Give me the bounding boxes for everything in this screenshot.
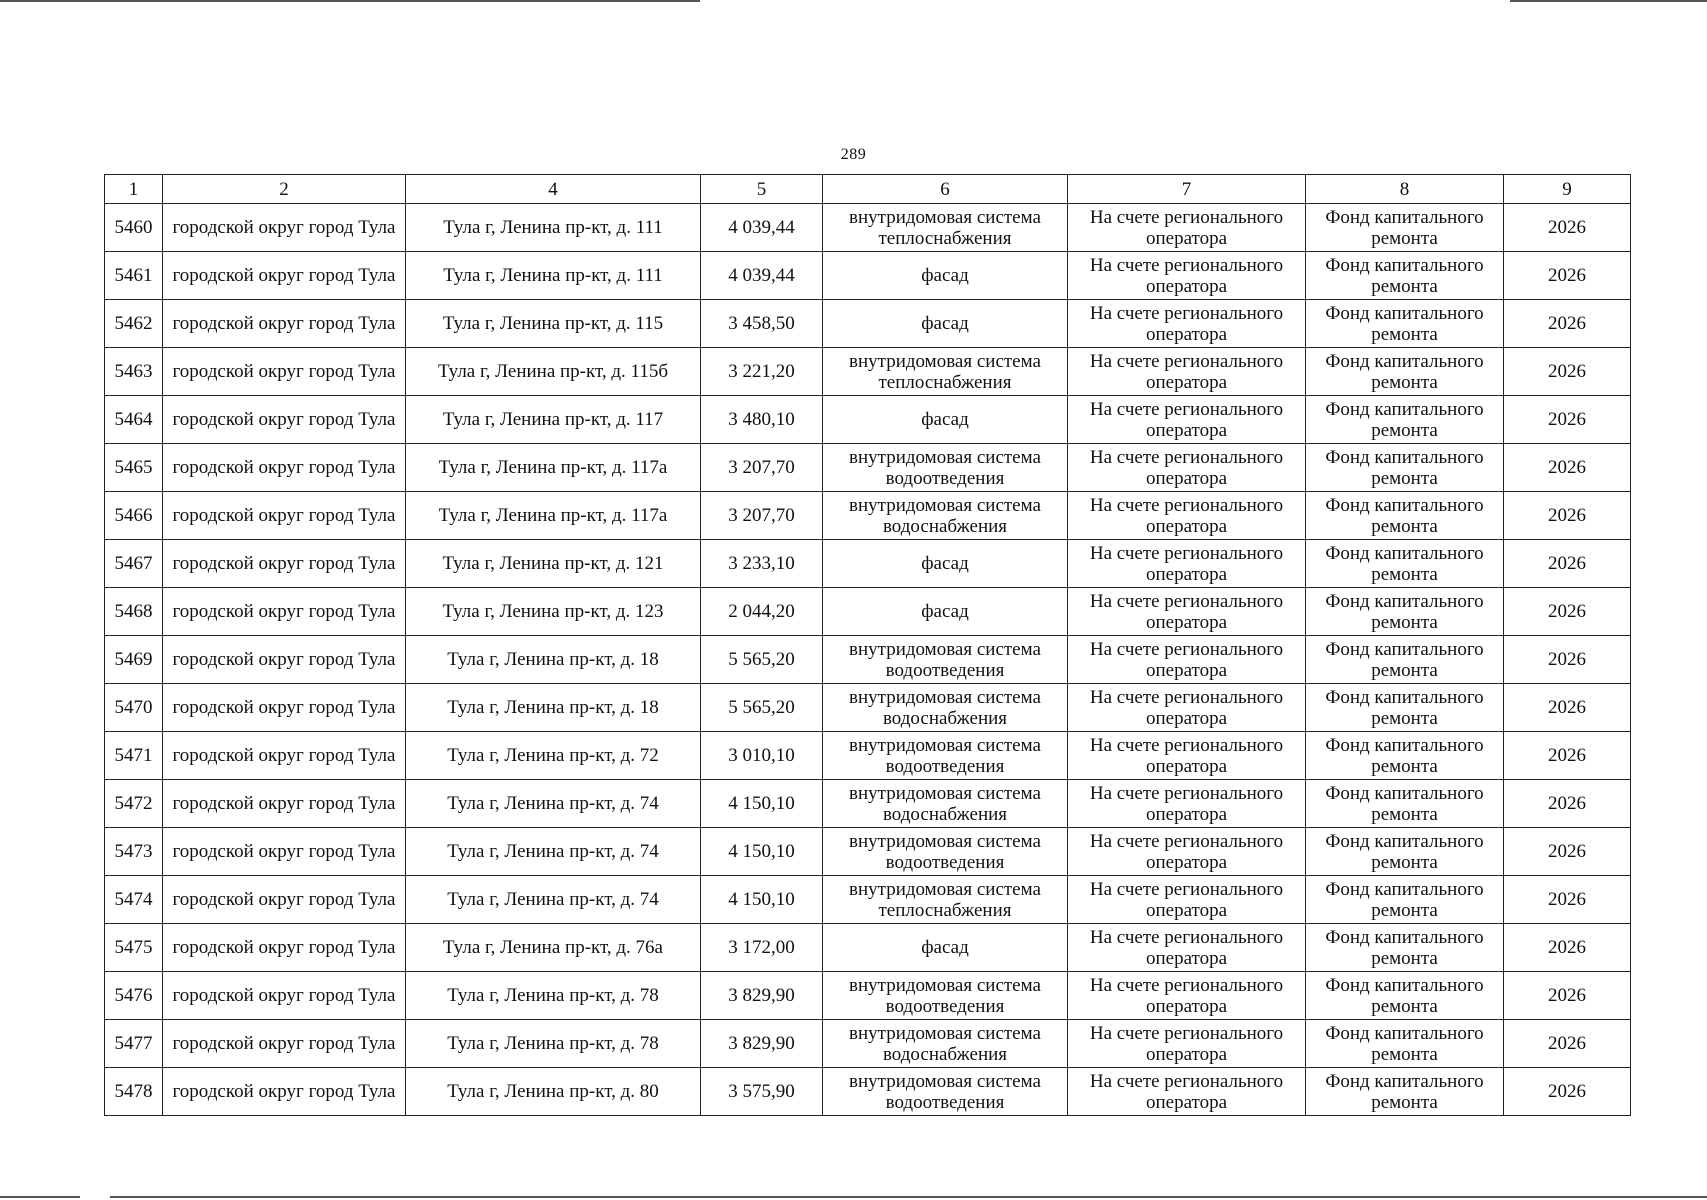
address-cell: Тула г, Ленина пр-кт, д. 72 <box>406 732 701 780</box>
work-type-cell: внутридомовая система водоснабжения <box>823 684 1068 732</box>
year-cell: 2026 <box>1504 876 1631 924</box>
row-number-cell: 5478 <box>105 1068 163 1116</box>
address-cell: Тула г, Ленина пр-кт, д. 115 <box>406 300 701 348</box>
area-cell: 3 221,20 <box>701 348 823 396</box>
fund-account-cell: На счете регионального оператора <box>1068 780 1306 828</box>
municipality-cell: городской округ город Тула <box>163 684 406 732</box>
work-type-cell: внутридомовая система теплоснабжения <box>823 876 1068 924</box>
fund-account-cell: На счете регионального оператора <box>1068 348 1306 396</box>
funding-source-cell: Фонд капитального ремонта <box>1306 780 1504 828</box>
row-number-cell: 5465 <box>105 444 163 492</box>
work-type-cell: внутридомовая система водоотведения <box>823 732 1068 780</box>
funding-source-cell: Фонд капитального ремонта <box>1306 444 1504 492</box>
municipality-cell: городской округ город Тула <box>163 1020 406 1068</box>
fund-account-cell: На счете регионального оператора <box>1068 636 1306 684</box>
table-row <box>105 300 1631 348</box>
work-type-cell: внутридомовая система водоснабжения <box>823 492 1068 540</box>
row-number-cell: 5472 <box>105 780 163 828</box>
year-cell: 2026 <box>1504 972 1631 1020</box>
table-row <box>105 444 1631 492</box>
row-number-cell: 5469 <box>105 636 163 684</box>
table-row <box>105 540 1631 588</box>
fund-account-cell: На счете регионального оператора <box>1068 204 1306 252</box>
municipality-cell: городской округ город Тула <box>163 204 406 252</box>
table-row <box>105 684 1631 732</box>
table-row <box>105 876 1631 924</box>
address-cell: Тула г, Ленина пр-кт, д. 80 <box>406 1068 701 1116</box>
address-cell: Тула г, Ленина пр-кт, д. 18 <box>406 636 701 684</box>
fund-account-cell: На счете регионального оператора <box>1068 252 1306 300</box>
municipality-cell: городской округ город Тула <box>163 1068 406 1116</box>
table-row <box>105 348 1631 396</box>
fund-account-cell: На счете регионального оператора <box>1068 396 1306 444</box>
scan-line-top-right <box>1510 0 1707 2</box>
fund-account-cell: На счете регионального оператора <box>1068 444 1306 492</box>
table-row <box>105 972 1631 1020</box>
table-row <box>105 492 1631 540</box>
area-cell: 3 010,10 <box>701 732 823 780</box>
funding-source-cell: Фонд капитального ремонта <box>1306 204 1504 252</box>
area-cell: 4 150,10 <box>701 828 823 876</box>
area-cell: 4 039,44 <box>701 204 823 252</box>
table-header-row <box>105 175 1631 204</box>
municipality-cell: городской округ город Тула <box>163 444 406 492</box>
scan-line-top-left <box>0 0 700 2</box>
work-type-cell: внутридомовая система водоснабжения <box>823 780 1068 828</box>
year-cell: 2026 <box>1504 828 1631 876</box>
address-cell: Тула г, Ленина пр-кт, д. 123 <box>406 588 701 636</box>
year-cell: 2026 <box>1504 300 1631 348</box>
row-number-cell: 5477 <box>105 1020 163 1068</box>
year-cell: 2026 <box>1504 1020 1631 1068</box>
work-type-cell: внутридомовая система водоотведения <box>823 828 1068 876</box>
work-type-cell: внутридомовая система водоотведения <box>823 1068 1068 1116</box>
fund-account-cell: На счете регионального оператора <box>1068 732 1306 780</box>
funding-source-cell: Фонд капитального ремонта <box>1306 348 1504 396</box>
address-cell: Тула г, Ленина пр-кт, д. 18 <box>406 684 701 732</box>
municipality-cell: городской округ город Тула <box>163 780 406 828</box>
fund-account-cell: На счете регионального оператора <box>1068 300 1306 348</box>
table-row <box>105 780 1631 828</box>
capital-repair-table <box>104 174 1631 1116</box>
address-cell: Тула г, Ленина пр-кт, д. 111 <box>406 204 701 252</box>
table-row <box>105 828 1631 876</box>
funding-source-cell: Фонд капитального ремонта <box>1306 1068 1504 1116</box>
municipality-cell: городской округ город Тула <box>163 300 406 348</box>
table-row <box>105 1068 1631 1116</box>
work-type-cell: внутридомовая система водоотведения <box>823 444 1068 492</box>
row-number-cell: 5468 <box>105 588 163 636</box>
fund-account-cell: На счете регионального оператора <box>1068 588 1306 636</box>
area-cell: 3 458,50 <box>701 300 823 348</box>
address-cell: Тула г, Ленина пр-кт, д. 117а <box>406 444 701 492</box>
funding-source-cell: Фонд капитального ремонта <box>1306 300 1504 348</box>
address-cell: Тула г, Ленина пр-кт, д. 78 <box>406 972 701 1020</box>
municipality-cell: городской округ город Тула <box>163 396 406 444</box>
work-type-cell: внутридомовая система водоотведения <box>823 972 1068 1020</box>
table-row <box>105 204 1631 252</box>
funding-source-cell: Фонд капитального ремонта <box>1306 732 1504 780</box>
work-type-cell: внутридомовая система водоснабжения <box>823 1020 1068 1068</box>
funding-source-cell: Фонд капитального ремонта <box>1306 828 1504 876</box>
table-body <box>105 204 1631 1116</box>
fund-account-cell: На счете регионального оператора <box>1068 684 1306 732</box>
fund-account-cell: На счете регионального оператора <box>1068 876 1306 924</box>
table-row <box>105 588 1631 636</box>
year-cell: 2026 <box>1504 348 1631 396</box>
municipality-cell: городской округ город Тула <box>163 348 406 396</box>
funding-source-cell: Фонд капитального ремонта <box>1306 540 1504 588</box>
address-cell: Тула г, Ленина пр-кт, д. 76а <box>406 924 701 972</box>
work-type-cell: фасад <box>823 540 1068 588</box>
fund-account-cell: На счете регионального оператора <box>1068 972 1306 1020</box>
funding-source-cell: Фонд капитального ремонта <box>1306 876 1504 924</box>
year-cell: 2026 <box>1504 252 1631 300</box>
column-header: 4 <box>406 175 701 204</box>
scan-line-bottom-left <box>0 1196 80 1198</box>
row-number-cell: 5466 <box>105 492 163 540</box>
area-cell: 3 575,90 <box>701 1068 823 1116</box>
funding-source-cell: Фонд капитального ремонта <box>1306 492 1504 540</box>
municipality-cell: городской округ город Тула <box>163 252 406 300</box>
municipality-cell: городской округ город Тула <box>163 972 406 1020</box>
address-cell: Тула г, Ленина пр-кт, д. 74 <box>406 876 701 924</box>
scan-line-bottom-right <box>110 1196 1707 1198</box>
year-cell: 2026 <box>1504 732 1631 780</box>
funding-source-cell: Фонд капитального ремонта <box>1306 252 1504 300</box>
column-header: 7 <box>1068 175 1306 204</box>
work-type-cell: внутридомовая система теплоснабжения <box>823 204 1068 252</box>
work-type-cell: внутридомовая система теплоснабжения <box>823 348 1068 396</box>
work-type-cell: фасад <box>823 300 1068 348</box>
address-cell: Тула г, Ленина пр-кт, д. 115б <box>406 348 701 396</box>
fund-account-cell: На счете регионального оператора <box>1068 828 1306 876</box>
row-number-cell: 5475 <box>105 924 163 972</box>
municipality-cell: городской округ город Тула <box>163 492 406 540</box>
row-number-cell: 5467 <box>105 540 163 588</box>
row-number-cell: 5476 <box>105 972 163 1020</box>
year-cell: 2026 <box>1504 684 1631 732</box>
address-cell: Тула г, Ленина пр-кт, д. 121 <box>406 540 701 588</box>
area-cell: 3 829,90 <box>701 972 823 1020</box>
year-cell: 2026 <box>1504 204 1631 252</box>
municipality-cell: городской округ город Тула <box>163 588 406 636</box>
area-cell: 3 233,10 <box>701 540 823 588</box>
row-number-cell: 5461 <box>105 252 163 300</box>
work-type-cell: фасад <box>823 252 1068 300</box>
year-cell: 2026 <box>1504 924 1631 972</box>
area-cell: 5 565,20 <box>701 684 823 732</box>
area-cell: 5 565,20 <box>701 636 823 684</box>
column-header: 6 <box>823 175 1068 204</box>
fund-account-cell: На счете регионального оператора <box>1068 924 1306 972</box>
area-cell: 3 207,70 <box>701 492 823 540</box>
funding-source-cell: Фонд капитального ремонта <box>1306 636 1504 684</box>
row-number-cell: 5474 <box>105 876 163 924</box>
table-row <box>105 636 1631 684</box>
area-cell: 2 044,20 <box>701 588 823 636</box>
address-cell: Тула г, Ленина пр-кт, д. 78 <box>406 1020 701 1068</box>
row-number-cell: 5463 <box>105 348 163 396</box>
address-cell: Тула г, Ленина пр-кт, д. 74 <box>406 828 701 876</box>
fund-account-cell: На счете регионального оператора <box>1068 492 1306 540</box>
row-number-cell: 5470 <box>105 684 163 732</box>
column-header: 5 <box>701 175 823 204</box>
column-header: 8 <box>1306 175 1504 204</box>
column-header: 1 <box>105 175 163 204</box>
area-cell: 4 150,10 <box>701 780 823 828</box>
municipality-cell: городской округ город Тула <box>163 924 406 972</box>
funding-source-cell: Фонд капитального ремонта <box>1306 924 1504 972</box>
year-cell: 2026 <box>1504 444 1631 492</box>
fund-account-cell: На счете регионального оператора <box>1068 1068 1306 1116</box>
year-cell: 2026 <box>1504 588 1631 636</box>
work-type-cell: фасад <box>823 396 1068 444</box>
work-type-cell: фасад <box>823 924 1068 972</box>
table-row <box>105 924 1631 972</box>
year-cell: 2026 <box>1504 492 1631 540</box>
row-number-cell: 5473 <box>105 828 163 876</box>
area-cell: 3 207,70 <box>701 444 823 492</box>
municipality-cell: городской округ город Тула <box>163 828 406 876</box>
year-cell: 2026 <box>1504 780 1631 828</box>
funding-source-cell: Фонд капитального ремонта <box>1306 588 1504 636</box>
area-cell: 3 172,00 <box>701 924 823 972</box>
year-cell: 2026 <box>1504 540 1631 588</box>
funding-source-cell: Фонд капитального ремонта <box>1306 396 1504 444</box>
fund-account-cell: На счете регионального оператора <box>1068 540 1306 588</box>
work-type-cell: фасад <box>823 588 1068 636</box>
address-cell: Тула г, Ленина пр-кт, д. 74 <box>406 780 701 828</box>
address-cell: Тула г, Ленина пр-кт, д. 111 <box>406 252 701 300</box>
address-cell: Тула г, Ленина пр-кт, д. 117 <box>406 396 701 444</box>
area-cell: 3 829,90 <box>701 1020 823 1068</box>
fund-account-cell: На счете регионального оператора <box>1068 1020 1306 1068</box>
area-cell: 3 480,10 <box>701 396 823 444</box>
address-cell: Тула г, Ленина пр-кт, д. 117а <box>406 492 701 540</box>
table-row <box>105 396 1631 444</box>
funding-source-cell: Фонд капитального ремонта <box>1306 684 1504 732</box>
row-number-cell: 5460 <box>105 204 163 252</box>
municipality-cell: городской округ город Тула <box>163 540 406 588</box>
row-number-cell: 5464 <box>105 396 163 444</box>
area-cell: 4 039,44 <box>701 252 823 300</box>
year-cell: 2026 <box>1504 1068 1631 1116</box>
municipality-cell: городской округ город Тула <box>163 636 406 684</box>
area-cell: 4 150,10 <box>701 876 823 924</box>
funding-source-cell: Фонд капитального ремонта <box>1306 1020 1504 1068</box>
column-header: 2 <box>163 175 406 204</box>
table-row <box>105 252 1631 300</box>
page-number: 289 <box>840 146 867 163</box>
work-type-cell: внутридомовая система водоотведения <box>823 636 1068 684</box>
row-number-cell: 5462 <box>105 300 163 348</box>
year-cell: 2026 <box>1504 396 1631 444</box>
municipality-cell: городской округ город Тула <box>163 876 406 924</box>
table-row <box>105 1020 1631 1068</box>
column-header: 9 <box>1504 175 1631 204</box>
funding-source-cell: Фонд капитального ремонта <box>1306 972 1504 1020</box>
table-row <box>105 732 1631 780</box>
year-cell: 2026 <box>1504 636 1631 684</box>
row-number-cell: 5471 <box>105 732 163 780</box>
municipality-cell: городской округ город Тула <box>163 732 406 780</box>
